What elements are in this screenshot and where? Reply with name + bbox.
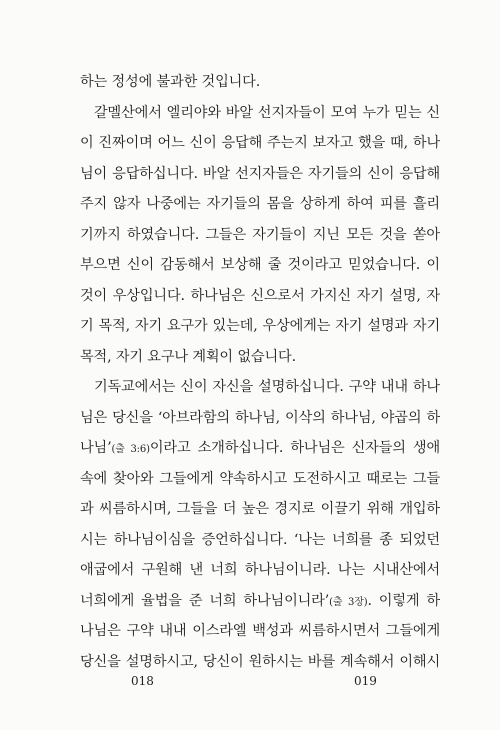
text-line-content: 나님’ — [80, 440, 112, 456]
text-line-content: 과 씨름하시며, 그들을 더 높은 경지로 이끌기 위해 개입하 — [80, 501, 440, 517]
text-line-content: 님은 당신을 ‘아브라함의 하나님, 이삭의 하나님, 야곱의 하 — [80, 409, 440, 426]
text-line-content: 목적, 자기 요구나 계획이 없습니다. — [80, 348, 296, 365]
text-line-content: 나님은 구약 내내 이스라엘 백성과 씨름하시면서 그들에게 — [80, 623, 440, 639]
text-line — [80, 586, 440, 617]
text-line — [80, 189, 440, 220]
text-line-content: 너희에게 율법을 준 너희 하나님이니라’ — [80, 592, 330, 609]
text-line — [80, 525, 440, 556]
text-line — [80, 67, 440, 98]
text-line-content: 갈멜산에서 엘리야와 바알 선지자들이 모여 누가 믿는 신 — [94, 104, 440, 121]
text-line-content: 주지 않자 나중에는 자기들의 몸을 상하게 하여 피를 흘리 — [80, 196, 440, 212]
text-line — [80, 220, 440, 251]
text-line — [80, 403, 440, 434]
text-line — [80, 555, 440, 586]
text-line — [80, 616, 440, 647]
text-line-content: 기 목적, 자기 요구가 있는데, 우상에게는 자기 설명과 자기 — [80, 318, 440, 334]
text-line-content: 부으면 신이 감동해서 보상해 줄 것이라고 믿었습니다. 이 — [80, 257, 440, 273]
text-line — [80, 494, 440, 525]
text-line-content: 속에 찾아와 그들에게 약속하시고 도전하시고 때로는 그들 — [80, 470, 440, 487]
text-line — [80, 159, 440, 190]
text-line — [80, 372, 440, 403]
page-number-left: 018 — [131, 674, 154, 688]
text-line-content: 이 진짜이며 어느 신이 응답해 주는지 보자고 했을 때, 하나 — [80, 135, 440, 151]
text-line-content: 것이 우상입니다. 하나님은 신으로서 가지신 자기 설명, 자 — [80, 287, 440, 304]
scripture-reference: (출 3장) — [329, 596, 368, 608]
text-line — [80, 128, 440, 159]
text-line-content: 님이 응답하십니다. 바알 선지자들은 자기들의 신이 응답해 — [80, 165, 440, 182]
body-text — [80, 67, 440, 677]
scripture-reference: (출 3:6) — [111, 444, 150, 455]
text-line — [80, 250, 440, 281]
text-line-content: 당신을 설명하시고, 당신이 원하시는 바를 계속해서 이해시 — [80, 653, 440, 670]
text-line-content: 시는 하나님이심을 증언하십니다. ‘나는 너희를 종 되었던 — [80, 531, 440, 548]
text-line — [80, 281, 440, 312]
text-line — [80, 311, 440, 342]
text-line-content: 기독교에서는 신이 자신을 설명하십니다. 구약 내내 하나 — [94, 379, 440, 395]
text-line-content: 기까지 하였습니다. 그들은 자기들이 지닌 모든 것을 쏟아 — [80, 226, 440, 243]
text-line-content: 하는 정성에 불과한 것입니다. — [80, 74, 261, 90]
text-line-continuation: . 이렇게 하 — [367, 592, 440, 609]
text-line-continuation: 이라고 소개하십니다. 하나님은 신자들의 생애 — [149, 440, 440, 456]
text-line — [80, 98, 440, 129]
text-line — [80, 433, 440, 464]
text-line — [80, 647, 440, 678]
text-line — [80, 342, 440, 373]
text-line-content: 애굽에서 구원해 낸 너희 하나님이니라. 나는 시내산에서 — [80, 562, 440, 578]
page-number-right: 019 — [354, 674, 377, 688]
text-line — [80, 464, 440, 495]
